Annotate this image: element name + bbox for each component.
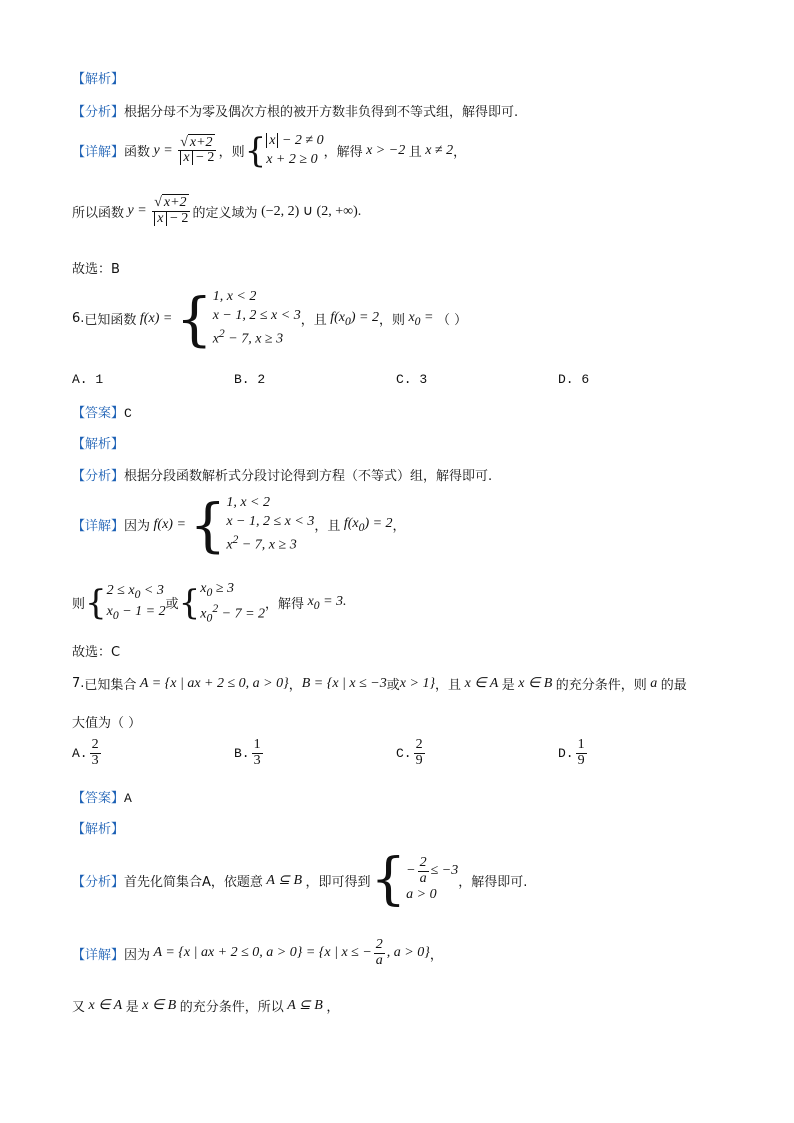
tag-daan-q7: 【答案】 [72,791,125,806]
tag-xiangjie-q6: 【详解】 [72,519,125,535]
q6-number: 6. [72,311,85,327]
q7-also-post: ， [326,1000,340,1015]
q5-sol1: x > −2 [362,142,409,158]
q7-number: 7. [72,676,85,691]
q7-also-mid1: 是 [125,1000,139,1015]
q7-stem-line2: 大值为（ ） [72,716,142,731]
q6-case1: $2 \le x_0 < 3$ $x_0 - 1 = 2$ [106,583,166,622]
q7-option-a: A. $\frac{2}{3}$ [72,737,99,768]
q6-option-a: A. 1 [72,372,104,387]
q6-stem: 6. 已知函数 f(x) = { 1, x < 2 x − 1, 2 ≤ x < 3 $x^2 - 7$, x ≥ 3 ，且 $f(x_0) = 2$ ，则 $x_0$ = （ ） [72,284,468,353]
tag-xiangjie: 【详解】 [72,145,125,161]
tag-fenxi-q6: 【分析】 [72,469,125,484]
q5-sol2: x ≠ 2 [421,142,454,158]
q5-fraction-2: $\frac{√ x+2}{x - 2}$ [154,195,189,226]
q7-analysis-pre: 首先化简集合A，依题意 [124,874,263,890]
q5-fraction: $\frac{√ x+2}{x - 2}$ [180,134,215,166]
q5-conclusion: 所以函数 y = $\frac{√ x+2}{x - 2}$ 的定义域为 (−2, 2) ∪ (2, +∞). [72,195,362,226]
q7-stem-mid3: 是 [501,678,515,693]
q7-stem: 7. 已知集合 A = {x | ax + 2 ≤ 0, a > 0} ， B = {x | x ≤ −3 或 x > 1} ，且 x ∈ A 是 x ∈ B 的充分条件，则 a 的最 [72,675,687,693]
q7-simplified-set: {x | x ≤ − $\frac{2}{a}$ , a > 0} [318,937,430,968]
q6-case2: $x_0 \ge 3$ $x_0^2 - 7 = 2$ [200,581,266,624]
q7-option-b: B. $\frac{1}{3}$ [234,737,261,768]
q6-answer-value: C [124,406,132,421]
q6-option-d: D. 6 [558,372,590,387]
q6-stem-mid: ，且 [300,313,327,329]
q6-or: 或 [165,597,179,613]
q7-stem-pre: 已知集合 [84,678,137,693]
q5-brace: { [244,130,267,171]
tag-jiexi-q7: 【解析】 [72,822,125,837]
q5-conclusion-pre: 所以函数 [72,205,125,221]
q6-cases: 则 { $2 \le x_0 < 3$ $x_0 - 1 = 2$ 或 { $x_0 \ge 3$ $x_0^2 - 7 = 2$ ，解得 $x_0 = 3$. [72,581,347,624]
q6-solve: ，解得 [265,597,305,613]
q5-analysis-text: 根据分母不为零及偶次方根的被开方数非负得到不等式组，解得即可. [124,105,519,120]
q6-answer-line: 故选：C [72,645,121,660]
q6-detail-mid: ，且 [314,519,341,535]
q6-answer [72,402,132,421]
q6-detail: 【详解】 因为 f(x) = { 1, x < 2 x − 1, 2 ≤ x < 3 $x^2 - 7$, x ≥ 3 ，且 $f(x_0) = 2$ ， [72,490,406,559]
q6-option-b: B. 2 [234,372,266,387]
q6-analysis-text: 根据分段函数解析式分段讨论得到方程（不等式）组，解得即可. [124,469,493,484]
q5-conclusion-mid: 的定义域为 [192,205,258,221]
q7-stem-post: 的最 [660,678,687,693]
tag-fenxi-q7: 【分析】 [72,874,125,890]
q6-brace: { [175,284,213,353]
tag-jiexi-q6: 【解析】 [72,437,125,452]
tag-daan-q6: 【答案】 [72,406,125,421]
q6-detail-pre: 因为 [124,519,151,535]
q7-option-d: D. $\frac{1}{9}$ [558,737,585,768]
q5-detail-pre: 函数 [124,145,151,161]
tag-fenxi: 【分析】 [72,105,125,120]
q7-analysis-system: − $\frac{2}{a}$ ≤ −3 a > 0 [406,855,459,902]
q7-stem-mid1: ， [288,678,302,693]
q7-analysis-mid: ，即可得到 [305,874,371,890]
q5-detail-mid2: ，解得 [323,145,363,161]
q5-detail: 【详解】 函数 y = $\frac{√ x+2}{x - 2}$ ，则 { x − 2 ≠ 0 x + 2 ≥ 0 ，解得 x > −2 且 x ≠ 2 ， [72,130,467,171]
q7-stem-mid4: 的充分条件，则 [555,678,647,693]
q6-stem-post: ，则 [378,313,405,329]
q7-stem-mid2: ，且 [435,678,462,693]
q5-system: x − 2 ≠ 0 x + 2 ≥ 0 [266,133,324,167]
q7-answer-value: A [124,791,132,806]
q5-answer-line: 故选：B [72,262,120,277]
q7-set-a: A = {x | ax + 2 ≤ 0, a > 0} [136,675,289,691]
q7-analysis-post: ，解得即可. [458,874,528,890]
q5-domain: (−2, 2) ∪ (2, +∞). [257,203,362,219]
q6-piecewise: 1, x < 2 x − 1, 2 ≤ x < 3 $x^2 - 7$, x ≥ 3 [212,289,301,347]
q7-also: 又 x ∈ A 是 x ∈ B 的充分条件，所以 A ⊆ B ， [72,998,340,1015]
q5-analysis [72,101,518,120]
q7-option-c: C. $\frac{2}{9}$ [396,737,423,768]
q7-detail-post: ， [429,947,443,963]
q6-blank: （ ） [436,313,468,329]
tag-xiangjie-q7: 【详解】 [72,947,125,963]
q6-detail-brace: { [189,490,227,559]
q7-analysis: 【分析】 首先化简集合A，依题意 A ⊆ B ，即可得到 { − $\frac{2}{a}$ ≤ −3 a > 0 ，解得即可. [72,847,528,912]
q7-set-b: B = {x | x ≤ −3 [301,675,387,691]
q6-detail-piecewise: 1, x < 2 x − 1, 2 ≤ x < 3 $x^2 - 7$, x ≥ 3 [226,495,315,553]
q6-then: 则 [72,597,86,613]
q6-option-c: C. 3 [396,372,428,387]
q6-analysis [72,465,492,484]
q7-answer [72,787,132,806]
q5-detail-mid3: 且 [408,145,422,161]
q6-stem-pre: 已知函数 [84,313,137,329]
tag-jiexi-q5: 【解析】 [72,72,125,87]
q5-detail-mid1: ，则 [218,145,245,161]
q7-also-pre: 又 [72,1000,86,1015]
q5-fn: y = [150,142,177,158]
q7-detail-pre: 因为 [124,947,151,963]
q7-detail: 【详解】 因为 A = {x | ax + 2 ≤ 0, a > 0} = {x | x ≤ − $\frac{2}{a}$ , a > 0} ， [72,937,443,968]
q7-also-mid2: 的充分条件，所以 [179,1000,284,1015]
